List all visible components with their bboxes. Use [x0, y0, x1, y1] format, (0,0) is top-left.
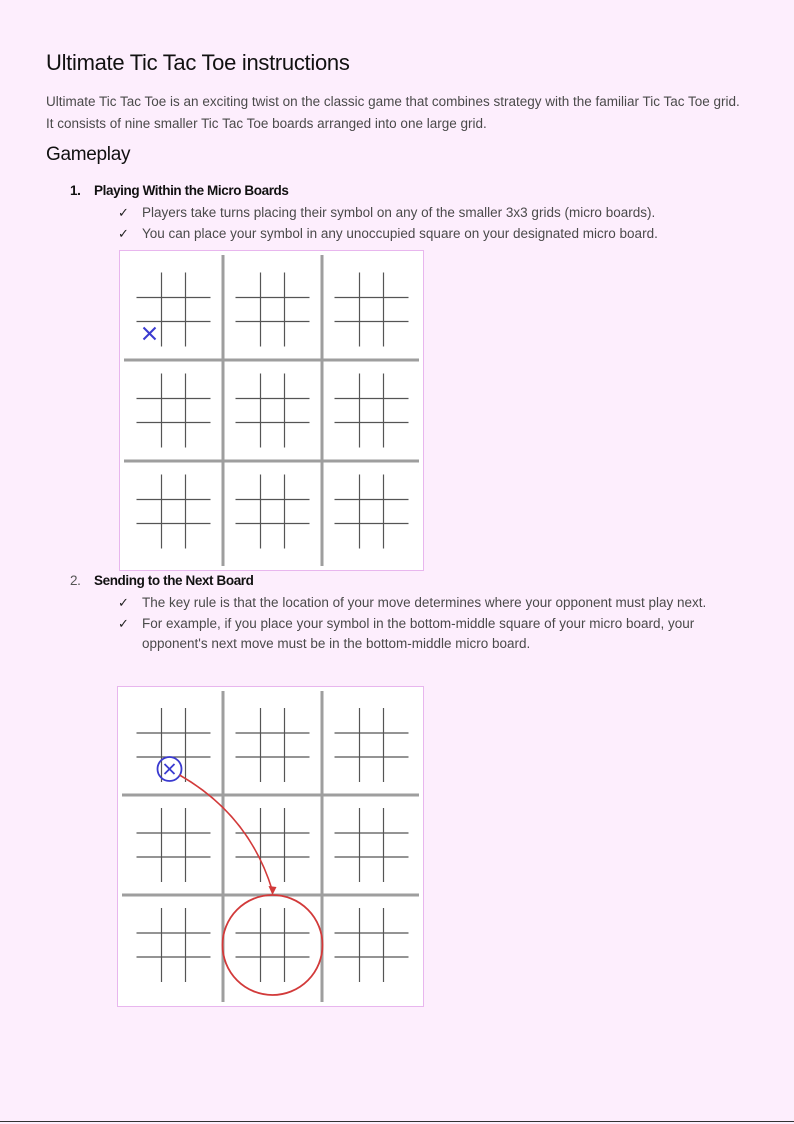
- micro-board: [335, 808, 409, 882]
- micro-board: [137, 808, 211, 882]
- list-item: [116, 224, 756, 245]
- bullet-text: Players take turns placing their symbol on any of the smaller 3x3 grids (micro boards).: [142, 205, 656, 220]
- micro-board: [335, 908, 409, 982]
- check-icon: ✓: [118, 205, 129, 220]
- micro-board: [137, 708, 211, 782]
- target-circle-icon: [223, 895, 323, 995]
- bullet-text: The key rule is that the location of your move determines where your opponent must play next.: [142, 595, 707, 610]
- step-2-heading: [70, 573, 254, 588]
- bullet-text: You can place your symbol in any unoccupied square on your designated micro board.: [142, 225, 658, 241]
- step-2-number: 2.: [70, 573, 81, 588]
- check-icon: ✓: [118, 595, 129, 610]
- micro-board: [137, 908, 211, 982]
- micro-board: [236, 708, 310, 782]
- step-1-heading: [70, 183, 289, 198]
- figure-micro-board-move: [119, 250, 424, 571]
- micro-board: [335, 475, 409, 549]
- micro-board: [137, 475, 211, 549]
- micro-board: [236, 808, 310, 882]
- micro-board: [335, 708, 409, 782]
- list-item: [116, 593, 756, 614]
- micro-board: [335, 273, 409, 347]
- page-title: Ultimate Tic Tac Toe instructions: [46, 50, 350, 75]
- ultimate-board-diagram-1: [120, 251, 423, 570]
- step-1-title: Playing Within the Micro Boards: [94, 183, 289, 198]
- list-item: [116, 203, 756, 224]
- list-item: [116, 614, 756, 655]
- bullet-text: For example, if you place your symbol in the bottom-middle square of your micro board, your opponent's next move must be in the bottom-middle micro board.: [142, 615, 695, 651]
- section-heading-gameplay: Gameplay: [46, 144, 131, 165]
- figure-send-next-board: [117, 686, 424, 1007]
- step-2-bullets: [116, 593, 756, 655]
- micro-board: [236, 475, 310, 549]
- check-icon: ✓: [118, 615, 129, 631]
- check-icon: ✓: [118, 225, 129, 241]
- micro-board: [236, 273, 310, 347]
- micro-board: [335, 374, 409, 448]
- step-1-number: 1.: [70, 183, 81, 198]
- ultimate-board-diagram-2: [118, 687, 423, 1006]
- micro-board: [137, 374, 211, 448]
- step-2-title: Sending to the Next Board: [94, 573, 254, 588]
- micro-board: [236, 908, 310, 982]
- intro-paragraph: Ultimate Tic Tac Toe is an exciting twist on the classic game that combines strategy with the familiar Tic Tac Toe grid. It consists of nine smaller Tic Tac Toe boards arranged into one large grid.: [46, 94, 740, 131]
- page-bottom-rule: [0, 1121, 794, 1122]
- step-1-bullets: [116, 203, 756, 244]
- micro-board: [236, 374, 310, 448]
